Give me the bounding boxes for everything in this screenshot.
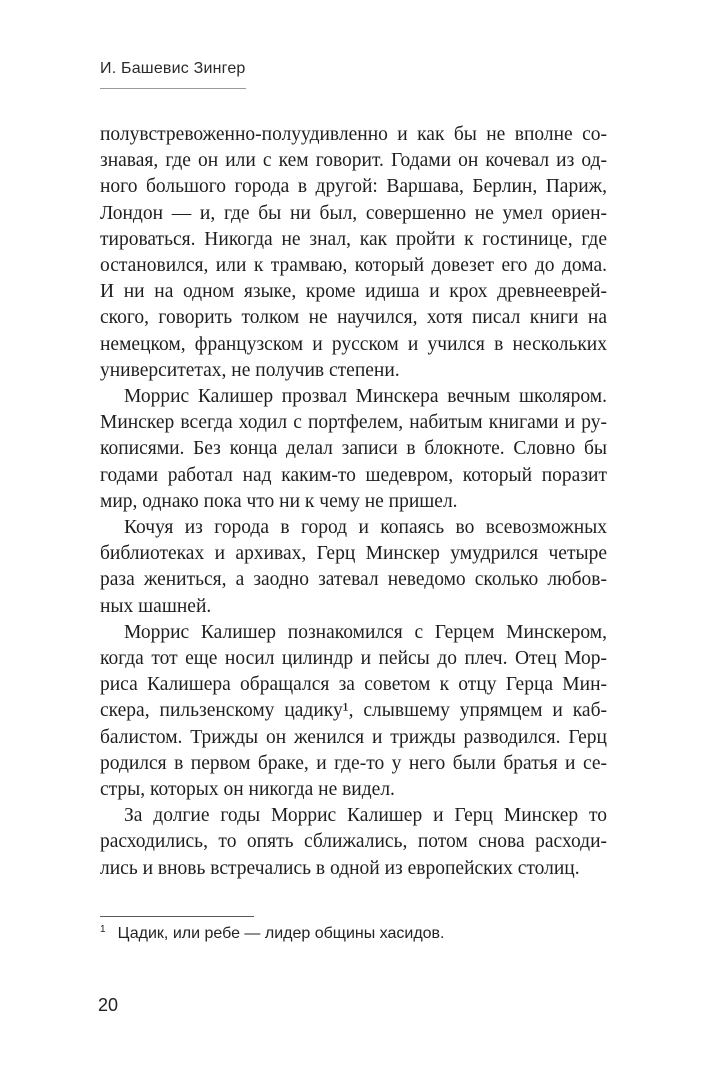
body-line: расходились, то опять сближались, потом снова расходи- (100, 831, 607, 853)
body-line: мир, однако пока что ни к чему не пришел. (100, 490, 458, 512)
body-line: За долгие годы Моррис Калишер и Герц Минскер то (124, 805, 607, 827)
body-line: стры, которых он никогда не видел. (100, 779, 395, 801)
footnote (100, 916, 607, 943)
footnote-marker: 1 (100, 923, 106, 935)
body-line: полувстревоженно-полуудивленно и как бы не вполне со- (100, 124, 607, 145)
body-line: Лондон — и, где бы ни был, совершенно не умел ориен- (100, 202, 607, 224)
body-line: кописями. Без конца делал записи в блокноте. Словно бы (100, 438, 607, 460)
running-header (100, 60, 246, 89)
body-line: знавая, где он или с кем говорит. Годами он кочевал из од- (100, 150, 607, 172)
body-line: Моррис Калишер познакомился с Герцем Минскером, (124, 621, 607, 643)
footnote-text (100, 925, 607, 943)
author-name: И. Башевис Зингер (100, 60, 246, 77)
body-line: родился в первом браке, и где-то у него были братья и се- (100, 752, 607, 774)
body-line: годами работал над каким-то шедевром, который поразит (100, 464, 607, 486)
body-line: И ни на одном языке, кроме идиша и крох древнееврей- (100, 281, 607, 303)
body-line: когда тот еще носил цилиндр и пейсы до плеч. Отец Мор- (100, 648, 607, 670)
body-line: Кочуя из города в город и копаясь во всевозможных (124, 517, 607, 539)
body-line: ного большого города в другой: Варшава, Берлин, Париж, (100, 176, 607, 198)
body-line: раза жениться, а заодно затевал неведомо сколько любов- (100, 569, 607, 591)
body-line: Минскер всегда ходил с портфелем, набитым книгами и ру- (100, 412, 607, 434)
footnote-divider (100, 916, 254, 917)
body-line: риса Калишера обращался за советом к отцу Герца Мин- (100, 674, 607, 696)
body-line: тироваться. Никогда не знал, как пройти к гостинице, где (100, 228, 607, 250)
body-line: скера, пильзенскому цадику¹, слывшему упрямцем и каб- (100, 700, 607, 722)
body-line: ных шашней. (100, 595, 212, 617)
body-text (100, 122, 607, 882)
body-line: Моррис Калишер прозвал Минскера вечным школяром. (124, 386, 607, 408)
footnote-body: Цадик, или ребе — лидер общины хасидов. (117, 925, 445, 942)
body-line: остановился, или к трамваю, который довезет его до дома. (100, 255, 607, 277)
body-line: лись и вновь встречались в одной из европейских столиц. (100, 857, 580, 879)
page-number: 20 (98, 995, 119, 1015)
body-line: балистом. Трижды он женился и трижды разводился. Герц (100, 726, 607, 748)
body-line: ского, говорить толком не научился, хотя писал книги на (100, 307, 607, 329)
body-line: немецком, французском и русском и учился в нескольких (100, 333, 607, 355)
body-line: библиотеках и архивах, Герц Минскер умудрился четыре (100, 543, 607, 565)
body-line: университетах, не получив степени. (100, 359, 400, 381)
